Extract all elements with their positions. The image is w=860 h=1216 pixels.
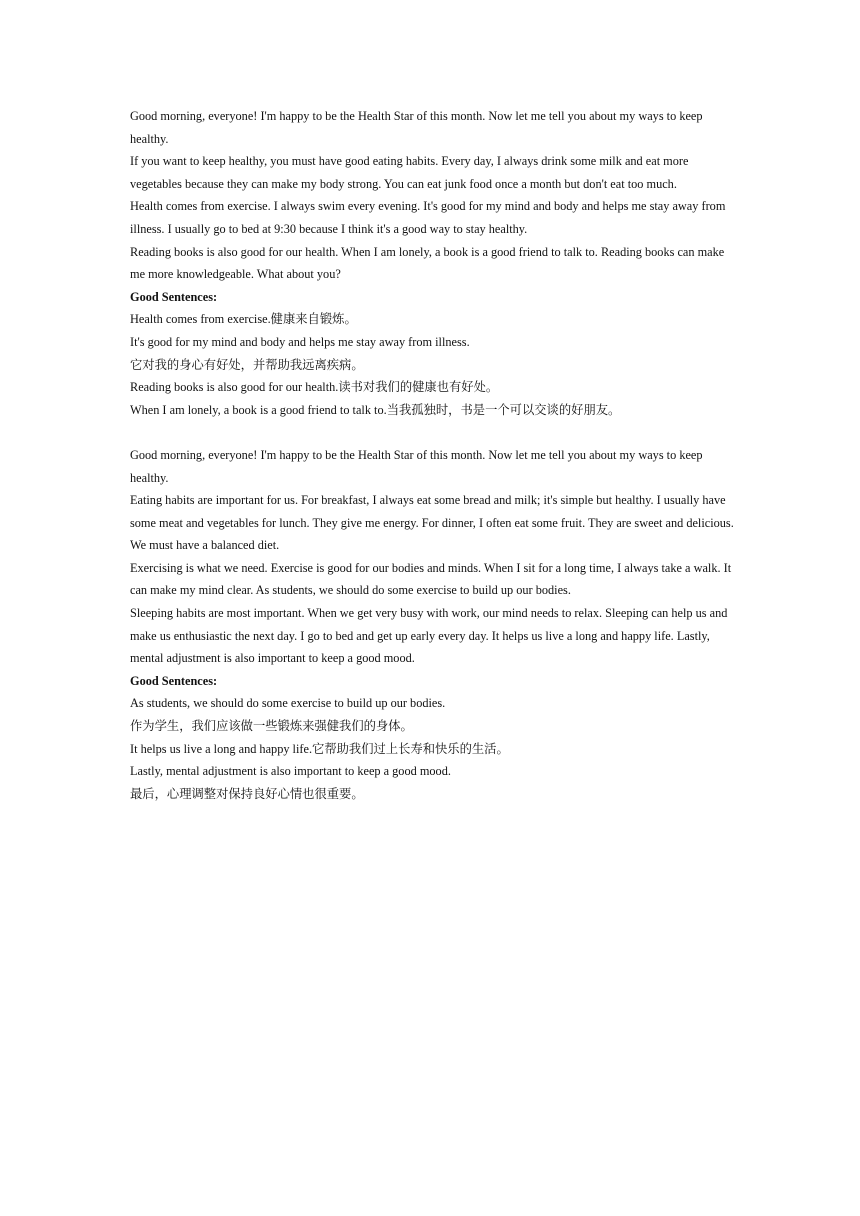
essay-1-good-sentence-1: Health comes from exercise.健康来自锻炼。	[130, 312, 357, 327]
essay-2-paragraph-3: Exercising is what we need. Exercise is good for our bodies and minds. When I sit for a long time, I always take a walk. It can make my mind clear. As students, we should do some exercise to build up our bodies.	[130, 560, 732, 598]
essay-1-good-sentence-2: It's good for my mind and body and helps me stay away from illness.	[130, 334, 470, 349]
essay-2-good-sentences-heading: Good Sentences:	[130, 673, 218, 688]
essay-2-good-sentence-5: 最后，心理调整对保持良好心情也很重要。	[130, 786, 364, 801]
essay-2-good-sentence-4: Lastly, mental adjustment is also important to keep a good mood.	[130, 764, 451, 779]
essay-1-paragraph-4: Reading books is also good for our health. When I am lonely, a book is a good friend to talk to. Reading books can make me more knowledgeable. What about you?	[130, 244, 725, 282]
essay-1	[130, 105, 735, 421]
essay-1-good-sentence-4: Reading books is also good for our health.读书对我们的健康也有好处。	[130, 380, 499, 395]
essay-2-paragraph-4: Sleeping habits are most important. When we get very busy with work, our mind needs to relax. Sleeping can help us and make us enthusiastic the next day. I go to bed and get up early every day. It helps us live a long and happy life. Lastly, mental adjustment is also important to keep a good mood.	[130, 606, 728, 666]
essay-2-paragraph-1: Good morning, everyone! I'm happy to be the Health Star of this month. Now let me tell you about my ways to keep healthy.	[130, 447, 703, 485]
essay-2-good-sentence-1: As students, we should do some exercise to build up our bodies.	[130, 696, 446, 711]
document-body	[130, 105, 735, 805]
essay-2-good-sentence-2: 作为学生，我们应该做一些锻炼来强健我们的身体。	[130, 719, 413, 734]
essay-separator	[130, 421, 735, 444]
essay-1-paragraph-1: Good morning, everyone! I'm happy to be the Health Star of this month. Now let me tell you about my ways to keep healthy.	[130, 109, 703, 146]
essay-1-good-sentence-5: When I am lonely, a book is a good friend to talk to.当我孤独时，书是一个可以交谈的好朋友。	[130, 402, 621, 417]
essay-1-good-sentences-heading: Good Sentences:	[130, 289, 218, 304]
essay-2-good-sentence-3: It helps us live a long and happy life.它帮助我们过上长寿和快乐的生活。	[130, 741, 509, 756]
essay-1-paragraph-2: If you want to keep healthy, you must have good eating habits. Every day, I always drink some milk and eat more vegetables because they can make my body strong. You can eat junk food once a month but don't eat too much.	[130, 154, 689, 191]
essay-2-paragraph-2: Eating habits are important for us. For breakfast, I always eat some bread and milk; it's simple but healthy. I usually have some meat and vegetables for lunch. They give me energy. For dinner, I often eat some fruit. They are sweet and delicious. We must have a balanced diet.	[130, 493, 734, 553]
essay-1-paragraph-3: Health comes from exercise. I always swim every evening. It's good for my mind and body and helps me stay away from illness. I usually go to bed at 9:30 because I think it's a good way to stay healthy.	[130, 199, 726, 236]
essay-1-good-sentence-3: 它对我的身心有好处，并帮助我远离疾病。	[130, 357, 364, 372]
essay-2	[130, 444, 735, 806]
